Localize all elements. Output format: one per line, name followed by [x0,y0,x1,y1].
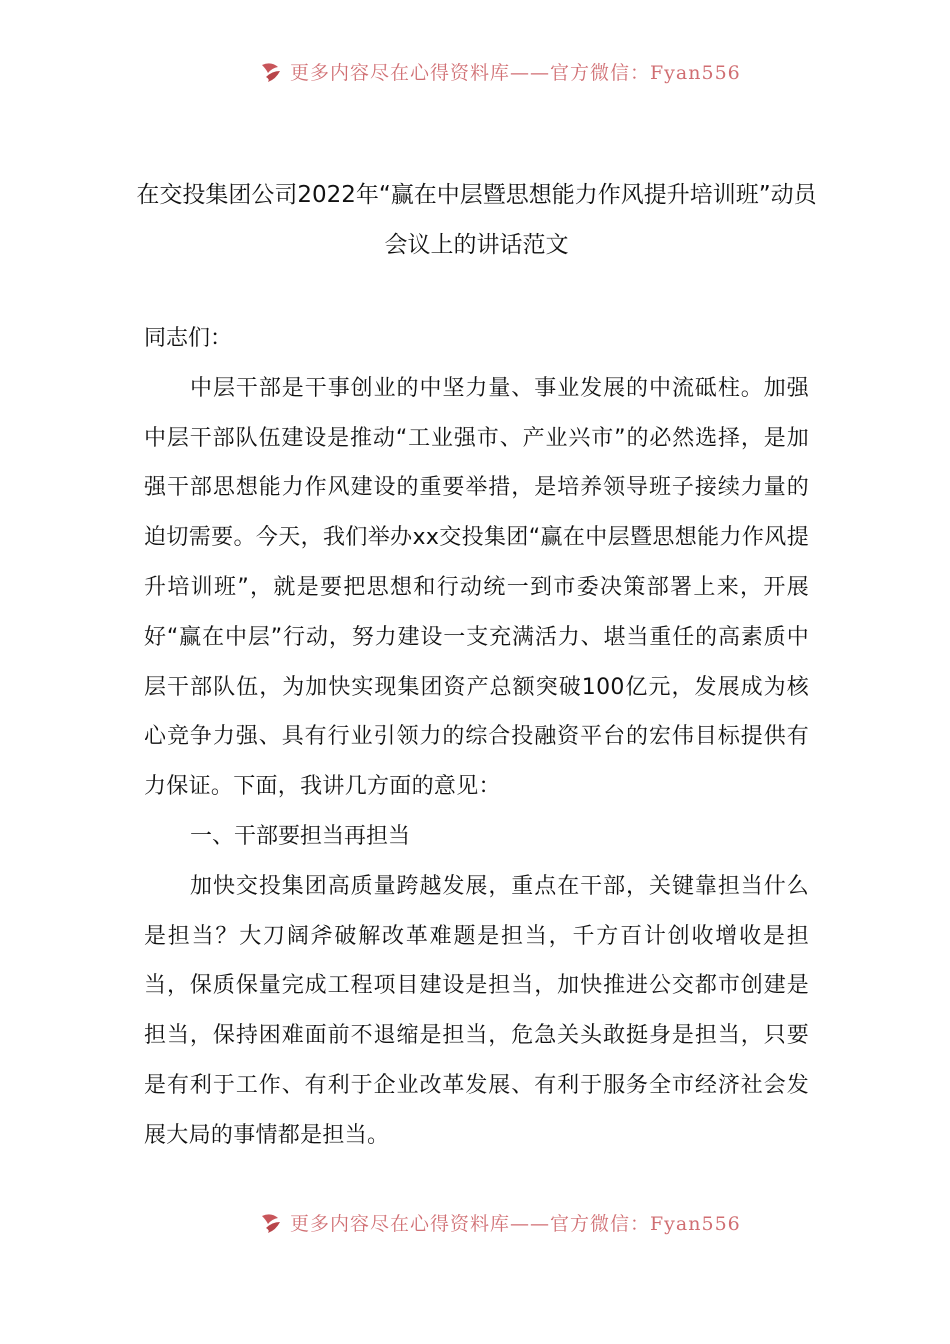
footer-watermark [0,1205,950,1235]
watermark-logo-icon [258,59,284,85]
document-body [136,170,817,1161]
watermark-text: 更多内容尽在心得资料库——官方微信：Fyan556 [290,1213,741,1235]
section-paragraph: 加快交投集团高质量跨越发展，重点在干部，关键靠担当什么是担当？大刀阔斧破解改革难题是担当，千方百计创收增收是担当，保质保量完成工程项目建设是担当，加快推进公交都市创建是担当，保持困难面前不退缩是担当，危急关头敢挺身是担当，只要是有利于工作、有利于企业改革发展、有利于服务全市经济社会发展大局的事情都是担当。 [144,873,809,1148]
watermark-text: 更多内容尽在心得资料库——官方微信：Fyan556 [290,62,741,84]
watermark-logo-icon [258,1210,284,1236]
header-watermark [0,54,950,84]
salutation: 同志们： [144,326,233,351]
section-heading: 一、干部要担当再担当 [190,823,411,849]
intro-paragraph: 中层干部是干事创业的中坚力量、事业发展的中流砥柱。加强中层干部队伍建设是推动“工业强市、产业兴市”的必然选择，是加强干部思想能力作风建设的重要举措，是培养领导班子接续力量的迫切需要。今天，我们举办xx交投集团“赢在中层暨思想能力作风提升培训班”，就是要把思想和行动统一到市委决策部署上来，开展好“赢在中层”行动，努力建设一支充满活力、堪当重任的高素质中层干部队伍，为加快实现集团资产总额突破100亿元，发展成为核心竞争力强、具有行业引领力的综合投融资平台的宏伟目标提供有力保证。下面，我讲几方面的意见： [144,375,809,800]
document-title: 在交投集团公司2022年“赢在中层暨思想能力作风提升培训班”动员会议上的讲话范文 [136,182,817,258]
